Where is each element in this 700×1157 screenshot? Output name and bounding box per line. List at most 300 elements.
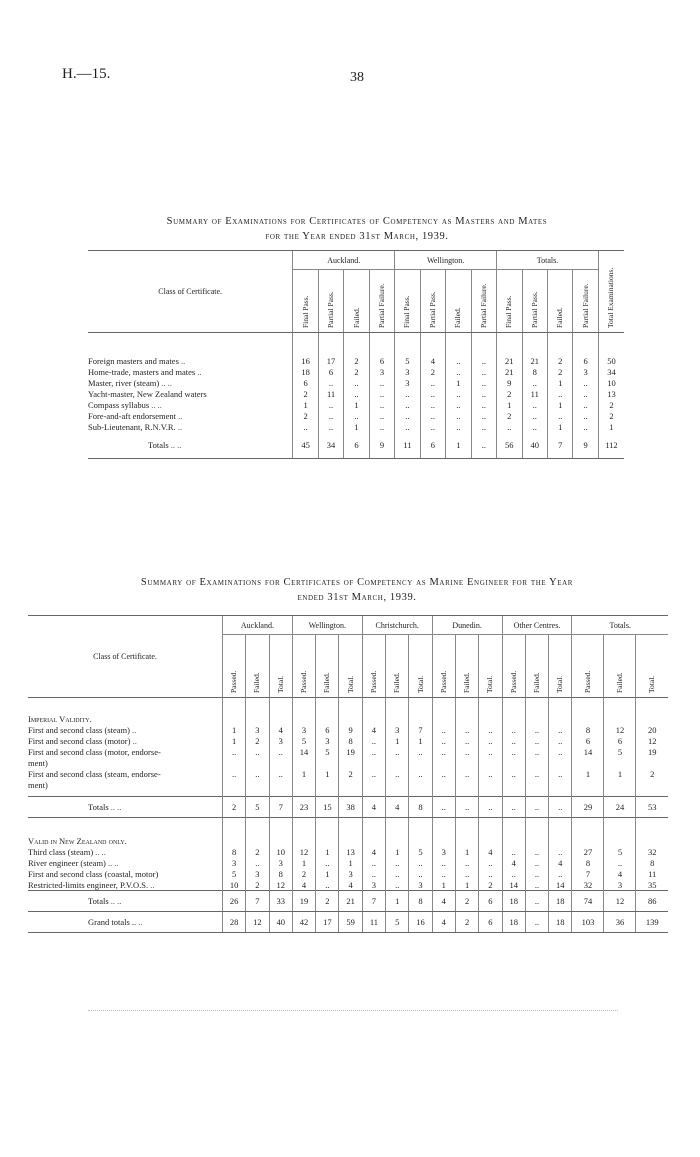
row-label-text: First and second class (steam, endorse- [28,768,161,779]
row-label [28,868,222,879]
table-cell: .. [471,377,496,388]
table-cell: 7 [548,432,573,459]
table-cell: 4 [604,868,636,879]
table-cell: 6 [420,432,445,459]
table-cell [292,757,315,768]
group-header: Wellington. [292,616,362,635]
spacer-cell [497,333,522,356]
table-cell: 2 [316,891,339,912]
table-cell: 56 [497,432,522,459]
table-cell [292,779,315,790]
table-cell: 8 [409,797,432,818]
row-label [28,912,222,933]
table-cell: .. [502,797,525,818]
row-label-text: First and second class (motor, endorse- [28,746,161,757]
table-cell: .. [525,746,548,757]
spacer-cell [420,333,445,356]
subheader [292,635,315,698]
table-cell: 3 [386,724,409,735]
table-cell: 6 [604,735,636,746]
table-cell: 1 [386,891,409,912]
table-cell: 4 [386,797,409,818]
table-cell: 3 [292,724,315,735]
table-cell: 1 [292,768,315,779]
table-cell: .. [409,746,432,757]
subheader [446,270,471,333]
table-cell: .. [386,857,409,868]
spacer-row [28,698,668,707]
table-cell: 17 [318,355,343,366]
spacer-cell [479,698,502,707]
table1-title-line2: for the Year ended 31st March, 1939. [265,231,449,242]
table-cell: 45 [293,432,318,459]
table-cell: 1 [548,421,573,432]
spacer-cell [386,828,409,846]
table-cell: .. [362,746,385,757]
table-cell: 7 [246,891,269,912]
row-label [88,432,293,459]
table-cell: .. [502,768,525,779]
spacer-cell [222,818,245,829]
subheader [409,635,432,698]
table-cell: 1 [222,724,245,735]
spacer-cell [395,333,420,356]
table-cell: 12 [269,879,292,891]
document-reference: H.—15. [62,66,111,82]
row-label-text: Totals [88,802,109,812]
table-cell: 33 [269,891,292,912]
table-cell: 4 [339,879,362,891]
table-cell: .. [549,846,572,857]
total-exam-header-text: Total Examinations. [606,267,616,328]
subheader [525,635,548,698]
table-cell: 2 [598,399,624,410]
table-row [28,891,668,912]
table-cell: 3 [246,868,269,879]
spacer-cell [604,698,636,707]
table-cell: .. [525,768,548,779]
table-cell: 1 [386,735,409,746]
table-cell: 17 [316,912,339,933]
dot-leader: .. .. [110,896,122,906]
table-cell: 18 [549,912,572,933]
table-cell: .. [409,857,432,868]
subheader [604,635,636,698]
spacer-cell [604,706,636,724]
table-cell: 23 [292,797,315,818]
spacer-cell [573,333,598,356]
table-cell: .. [395,410,420,421]
table-cell: .. [549,735,572,746]
spacer-cell [636,706,668,724]
table-cell: 13 [598,388,624,399]
table-cell: 20 [636,724,668,735]
spacer-cell [432,706,455,724]
subheader [522,270,547,333]
table-cell: 11 [395,432,420,459]
row-label [28,779,222,790]
spacer-cell [246,698,269,707]
row-label-text: Home-trade, masters and mates [88,366,196,377]
table-cell: 5 [246,797,269,818]
table-cell: .. [432,735,455,746]
table-cell: 2 [497,410,522,421]
table-cell: .. [604,857,636,868]
spacer-cell [246,818,269,829]
spacer-cell [292,706,315,724]
table1-title [62,214,652,244]
subheader-text: Total. [345,675,355,693]
table-cell: 2 [548,355,573,366]
subheader-text: Failed. [392,672,402,693]
row-label-text: Totals [148,440,169,450]
table-cell: 2 [222,797,245,818]
table-cell: 42 [292,912,315,933]
table-cell: 4 [269,724,292,735]
dot-leader: .. [197,366,202,377]
spacer-cell [572,818,604,829]
spacer-cell [316,706,339,724]
spacer-cell [369,333,394,356]
subheader-text: Passed. [229,670,239,693]
group-header: Other Centres. [502,616,572,635]
table-cell: .. [420,377,445,388]
class-header: Class of Certificate. [28,616,222,698]
table-cell [604,757,636,768]
subheader-text: Final Pass. [300,295,310,328]
table-cell: .. [409,768,432,779]
table-cell [479,779,502,790]
row-label [88,410,293,421]
table-cell: 14 [292,746,315,757]
table-cell: .. [525,879,548,891]
spacer-cell [455,706,478,724]
table-cell: 10 [222,879,245,891]
table-cell: 1 [572,768,604,779]
subheader [497,270,522,333]
table-cell: 11 [636,868,668,879]
table-cell [549,757,572,768]
table-cell: .. [522,399,547,410]
spacer-cell [246,828,269,846]
spacer-cell [548,333,573,356]
spacer-cell [572,828,604,846]
table-cell: 50 [598,355,624,366]
table-row [88,366,624,377]
row-label-text: Master, river (steam) [88,377,160,388]
table-cell: .. [369,421,394,432]
table-cell: 6 [293,377,318,388]
table-cell: .. [479,724,502,735]
dot-leader: .. .. [95,846,106,857]
table-cell [316,779,339,790]
table-cell: .. [479,746,502,757]
spacer-cell [522,333,547,356]
table-cell: 2 [344,355,369,366]
row-label [88,421,293,432]
subheader [432,635,455,698]
subheader-text: Passed. [299,670,309,693]
table-cell: 2 [246,735,269,746]
table-cell: 4 [292,879,315,891]
table-cell: 3 [395,366,420,377]
table-cell: 3 [395,377,420,388]
table-cell: 9 [339,724,362,735]
table-cell: 24 [604,797,636,818]
table-cell: 8 [636,857,668,868]
subheader [573,270,598,333]
row-label-text: River engineer (steam) [28,857,106,868]
table-cell: 4 [362,724,385,735]
spacer-cell [28,698,222,707]
table-cell: 3 [246,724,269,735]
spacer-cell [432,818,455,829]
table-cell [549,779,572,790]
subheader-text: Passed. [438,670,448,693]
subheader-text: Passed. [368,670,378,693]
spacer-cell [572,698,604,707]
spacer-cell [362,698,385,707]
table-cell [432,779,455,790]
table-cell: .. [549,868,572,879]
section-heading: Valid in New Zealand only. [28,836,127,846]
table-cell: 8 [222,846,245,857]
subheader [269,635,292,698]
table-cell: .. [432,797,455,818]
table-cell: .. [369,388,394,399]
table-cell: 32 [572,879,604,891]
table-cell: 3 [604,879,636,891]
group-header: Totals. [572,616,668,635]
subheader-text: Failed. [531,672,541,693]
table-cell: .. [432,868,455,879]
table-cell: 40 [269,912,292,933]
table-cell: 4 [549,857,572,868]
row-label [28,879,222,891]
table-cell: 2 [339,768,362,779]
spacer-cell [316,818,339,829]
row-label [28,735,222,746]
table-cell: .. [471,366,496,377]
table-cell: .. [362,735,385,746]
row-label [88,355,293,366]
table-cell: 10 [598,377,624,388]
subheader-text: Failed. [252,672,262,693]
table-cell: 34 [318,432,343,459]
group-header: Auckland. [222,616,292,635]
total-exam-header [598,251,624,333]
table-cell: .. [479,735,502,746]
spacer-cell [572,706,604,724]
table-cell: 19 [636,746,668,757]
table-cell: .. [318,410,343,421]
row-label [28,768,222,779]
table-cell [636,779,668,790]
table-cell: 4 [420,355,445,366]
table-cell: .. [362,868,385,879]
spacer-cell [502,828,525,846]
row-label [88,388,293,399]
table-cell: .. [479,768,502,779]
table-row [28,879,668,891]
table-cell: 18 [293,366,318,377]
table-cell: 38 [339,797,362,818]
table-cell: 5 [386,912,409,933]
subheader-text: Total. [485,675,495,693]
table-cell: 2 [455,912,478,933]
table-cell: .. [269,746,292,757]
row-label-text: Restricted-limits engineer, P.V.O.S. [28,879,149,890]
table-cell: 5 [409,846,432,857]
table-cell: 6 [318,366,343,377]
table-cell: 3 [362,879,385,891]
table-cell: .. [446,399,471,410]
spacer-cell [479,706,502,724]
table-cell: .. [502,746,525,757]
spacer-cell [222,828,245,846]
table-cell: 3 [316,735,339,746]
table-cell: 21 [339,891,362,912]
table-cell: .. [455,735,478,746]
table-cell: 53 [636,797,668,818]
table-row [28,797,668,818]
row-label-text: Compass syllabus [88,399,150,410]
subheader-text: Failed. [614,672,624,693]
spacer-cell [636,828,668,846]
table-cell: .. [246,768,269,779]
subheader [362,635,385,698]
table-row [28,912,668,933]
group-header-row [88,251,624,270]
table-cell: 5 [604,846,636,857]
table-cell: 1 [293,399,318,410]
table-cell: 2 [420,366,445,377]
subheader-text: Partial Failure. [580,283,590,328]
table-row [28,757,668,768]
table-cell: 3 [339,868,362,879]
spacer-cell [88,333,293,356]
spacer-cell [362,706,385,724]
table-cell: 1 [316,868,339,879]
table-row [28,846,668,857]
table-cell: 1 [497,399,522,410]
dot-leader: .. .. [108,857,119,868]
table-cell: 2 [246,846,269,857]
table-cell: 19 [292,891,315,912]
table-cell: .. [522,421,547,432]
table-cell: 3 [269,735,292,746]
spacer-cell [446,333,471,356]
table-cell: 34 [598,366,624,377]
table-cell: 1 [316,846,339,857]
spacer-cell [269,698,292,707]
table-cell: 1 [409,735,432,746]
table-cell [455,779,478,790]
table-cell: 2 [479,879,502,891]
table-cell [386,757,409,768]
table-cell: 2 [636,768,668,779]
table-cell: 6 [572,735,604,746]
table-cell: .. [479,868,502,879]
subheader-text: Final Pass. [504,295,514,328]
table-cell: 1 [548,377,573,388]
table-cell: 7 [572,868,604,879]
spacer-cell [316,828,339,846]
spacer-cell [604,818,636,829]
table-cell: .. [432,746,455,757]
spacer-cell [502,706,525,724]
section-row [28,828,668,846]
table-cell: .. [344,377,369,388]
table-cell: 3 [369,366,394,377]
table-cell: 2 [598,410,624,421]
dot-leader: .. [150,879,155,890]
table-cell: 12 [292,846,315,857]
table-cell [455,757,478,768]
spacer-cell [409,828,432,846]
spacer-cell [269,818,292,829]
row-label [28,746,222,757]
table-cell: .. [471,432,496,459]
table-cell: .. [455,857,478,868]
spacer-cell [549,698,572,707]
table-cell [269,779,292,790]
table-cell: .. [222,746,245,757]
table-cell: 5 [292,735,315,746]
table-cell: 14 [572,746,604,757]
table-cell: 5 [604,746,636,757]
subheader [344,270,369,333]
dot-leader: .. [138,917,143,927]
table-cell: .. [573,388,598,399]
table-cell: 2 [497,388,522,399]
subheader-text: Final Pass. [402,295,412,328]
table-cell: 1 [292,857,315,868]
table-cell [339,757,362,768]
table-cell: 9 [369,432,394,459]
table-cell: 1 [432,879,455,891]
row-label-text: First and second class (coastal, motor) [28,868,159,879]
row-label-text: Grand totals .. [88,917,137,927]
table-cell: .. [395,399,420,410]
table-cell [222,757,245,768]
dot-leader: .. .. [151,399,162,410]
spacer-cell [344,333,369,356]
row-label [28,797,222,818]
subheader-text: Passed. [508,670,518,693]
table-cell [432,757,455,768]
table-cell: .. [446,355,471,366]
table-cell: 1 [455,879,478,891]
table-cell: .. [369,399,394,410]
row-label-text: First and second class (steam) [28,724,130,735]
spacer-cell [339,818,362,829]
table-cell: 13 [339,846,362,857]
table-cell: 74 [572,891,604,912]
table-row [28,768,668,779]
subheader [293,270,318,333]
table-cell: .. [269,768,292,779]
dot-leader: .. [132,735,137,746]
subheader-text: Total. [275,675,285,693]
row-label [28,857,222,868]
row-label-text: Yacht-master, New Zealand waters [88,388,207,399]
marine-engineer-table [28,615,668,933]
table-cell: .. [548,410,573,421]
table-cell: .. [455,868,478,879]
table2-title-line1: Summary of Examinations for Certificates of Competency as Marine Engineer for the Year [140,577,574,588]
table-cell [572,757,604,768]
